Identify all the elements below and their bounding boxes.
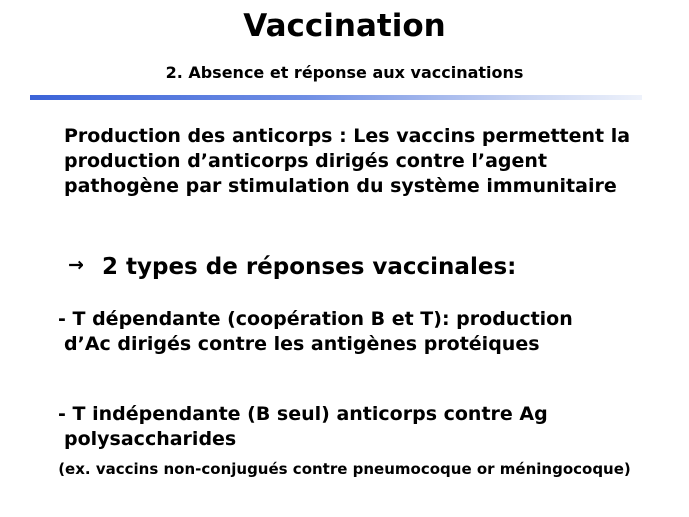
type-dependent-line-1: - T dépendante (coopération B et T): production bbox=[58, 308, 573, 330]
type-independent-paragraph bbox=[58, 402, 548, 452]
example-note: (ex. vaccins non-conjugués contre pneumocoque or méningocoque) bbox=[58, 460, 631, 478]
type-independent-line-2: polysaccharides bbox=[64, 428, 237, 450]
intro-paragraph bbox=[64, 124, 630, 199]
intro-line-3: pathogène par stimulation du système immunitaire bbox=[64, 175, 617, 197]
intro-line-2: production d’anticorps dirigés contre l’agent bbox=[64, 150, 548, 172]
type-independent-line-1: - T indépendante (B seul) anticorps contre Ag bbox=[58, 403, 548, 425]
slide-title: Vaccination bbox=[243, 8, 446, 44]
type-dependent-line-2: d’Ac dirigés contre les antigènes protéiques bbox=[64, 333, 540, 355]
intro-line-1: Production des anticorps : Les vaccins permettent la bbox=[64, 125, 631, 147]
type-dependent-paragraph bbox=[58, 307, 573, 357]
types-heading: 2 types de réponses vaccinales: bbox=[102, 254, 517, 280]
right-arrow-icon: → bbox=[68, 254, 84, 276]
slide-subtitle: 2. Absence et réponse aux vaccinations bbox=[165, 63, 524, 82]
types-heading-row bbox=[68, 250, 516, 282]
title-divider bbox=[30, 95, 642, 100]
